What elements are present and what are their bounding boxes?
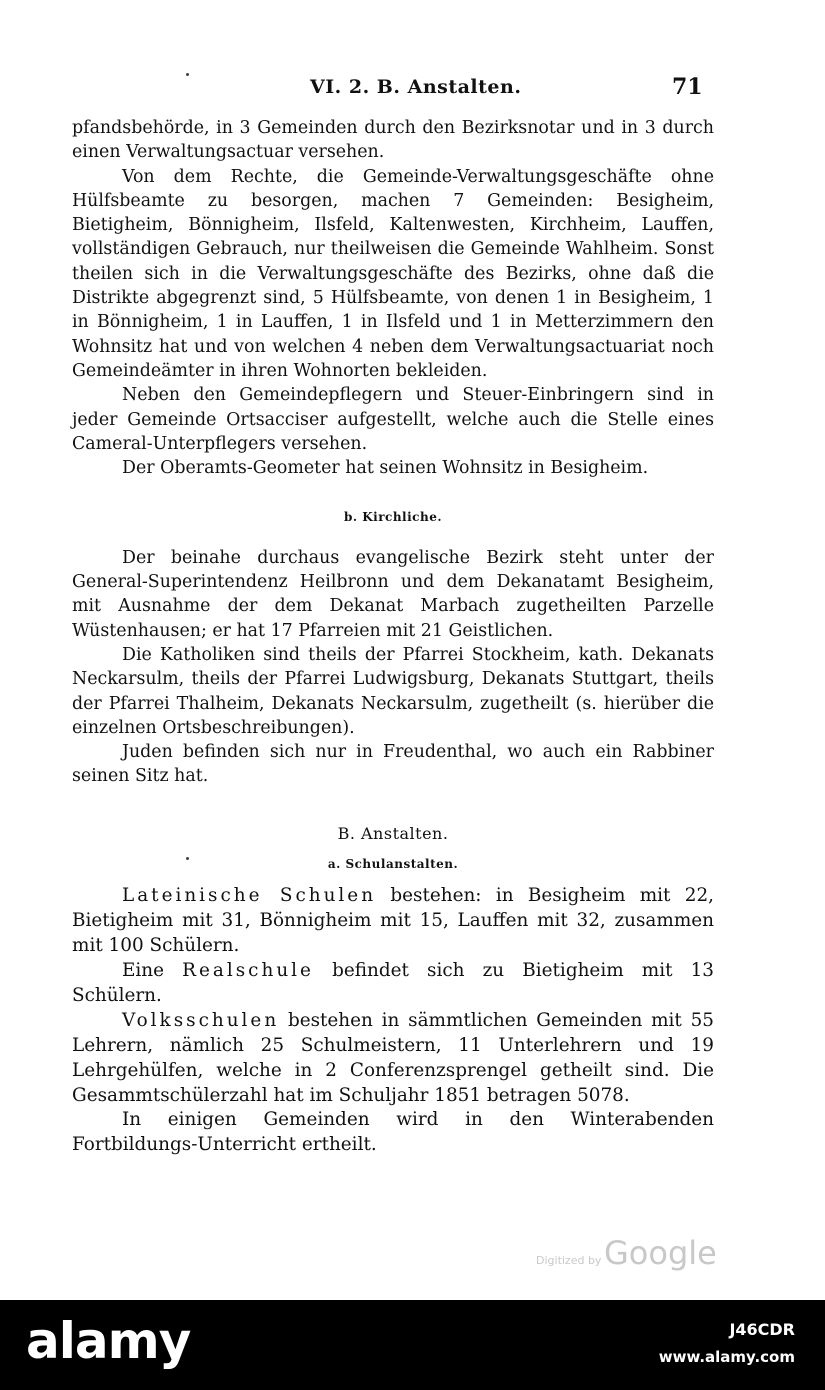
- google-logo: Google: [604, 1234, 717, 1272]
- paragraph: pfandsbehörde, in 3 Gemeinden durch den Bezirksnotar und in 3 durch einen Verwaltungsactuar versehen.: [72, 118, 714, 163]
- paragraph-realschule: [72, 959, 714, 1009]
- paragraph-latin-schools: [72, 884, 714, 959]
- digitized-by-text: Digitized by: [536, 1254, 602, 1267]
- paragraph: Der Oberamts-Geometer hat seinen Wohnsitz in Besigheim.: [122, 458, 649, 479]
- paragraph: Die Katholiken sind theils der Pfarrei Stockheim, kath. Dekanats Neckarsulm, theils der Pfarrei Ludwigsburg, Dekanats Stuttgart, theils der Pfarrei Thalheim, Dekanats Neckarsulm, zugetheilt (s. hierüber die einzelnen Ortsbeschreibungen).: [72, 644, 714, 738]
- stock-footer-bar: [0, 1300, 825, 1390]
- running-head: [0, 72, 825, 102]
- paragraph-text: befindet sich zu Bietigheim mit 13 Schülern.: [72, 960, 714, 1006]
- footer-url: www.alamy.com: [658, 1348, 795, 1366]
- paragraph: Juden befinden sich nur in Freudenthal, wo auch ein Rabbiner seinen Sitz hat.: [72, 742, 714, 787]
- running-title: VI. 2. B. Anstalten.: [310, 76, 522, 98]
- page-number: 71: [672, 74, 703, 100]
- section-heading-anstalten: B. Anstalten.: [337, 823, 449, 843]
- paragraph: Von dem Rechte, die Gemeinde-Verwaltungsgeschäfte ohne Hülfsbeamte zu besorgen, machen 7 Gemeinden: Besigheim, Bietigheim, Bönnigheim, Ilsfeld, Kaltenwesten, Kirchheim, Lauffen, vollständigen Gebrauch, nur theilweisen die Gemeinde Wahlheim. Sonst theilen sich in die Verwaltungsgeschäfte des Bezirks, ohne daß die Distrikte abgegrenzt sind, 5 Hülfsbeamte, von denen 1 in Besigheim, 1 in Bönnigheim, 1 in Lauffen, 1 in Ilsfeld und 1 in Metterzimmern den Wohnsitz hat und von welchen 4 neben dem Verwaltungsactuariat noch Gemeindeämter in ihren Wohnorten bekleiden.: [72, 166, 714, 381]
- paragraph-fortbildung: In einigen Gemeinden wird in den Winterabenden Fortbildungs-Unterricht ertheilt.: [72, 1109, 714, 1156]
- paragraph: Neben den Gemeindepflegern und Steuer-Einbringern sind in jeder Gemeinde Ortsacciser aufgestellt, welche auch die Stelle eines Cameral-Unterpflegers versehen.: [72, 385, 714, 454]
- paragraph-volksschulen: [72, 1009, 714, 1109]
- subsection-heading-schulanstalten: a. Schulanstalten.: [327, 857, 459, 872]
- subsection-heading-kirchliche: b. Kirchliche.: [343, 510, 443, 525]
- paragraph-text: bestehen in sämmtlichen Gemeinden mit 55 Lehrern, nämlich 25 Schulmeistern, 11 Unterlehrern und 19 Lehrgehülfen, welche in 2 Conferenzsprengel getheilt sind. Die Gesammtschülerzahl hat im Schuljahr 1851 betragen 5078.: [72, 1009, 714, 1106]
- image-id: J46CDR: [729, 1320, 795, 1339]
- emphasis-realschule: Realschule: [182, 960, 314, 982]
- body-text: [72, 116, 714, 1158]
- alamy-logo: alamy: [26, 1312, 191, 1370]
- emphasis-volksschulen: Volksschulen: [122, 1009, 280, 1031]
- paragraph: Der beinahe durchaus evangelische Bezirk steht unter der General-Superintendenz Heilbronn und dem Dekanatamt Besigheim, mit Ausnahme der dem Dekanat Marbach zugetheilten Parzelle Wüstenhausen; er hat 17 Pfarreien mit 21 Geistlichen.: [72, 547, 714, 641]
- emphasis-lateinische-schulen: Lateinische Schulen: [122, 885, 377, 907]
- paragraph-text: Eine: [122, 960, 183, 982]
- paragraph-text: bestehen: in Besigheim mit 22, Bietigheim mit 31, Bönnigheim mit 15, Lauffen mit 32, zusammen mit 100 Schülern.: [72, 885, 714, 957]
